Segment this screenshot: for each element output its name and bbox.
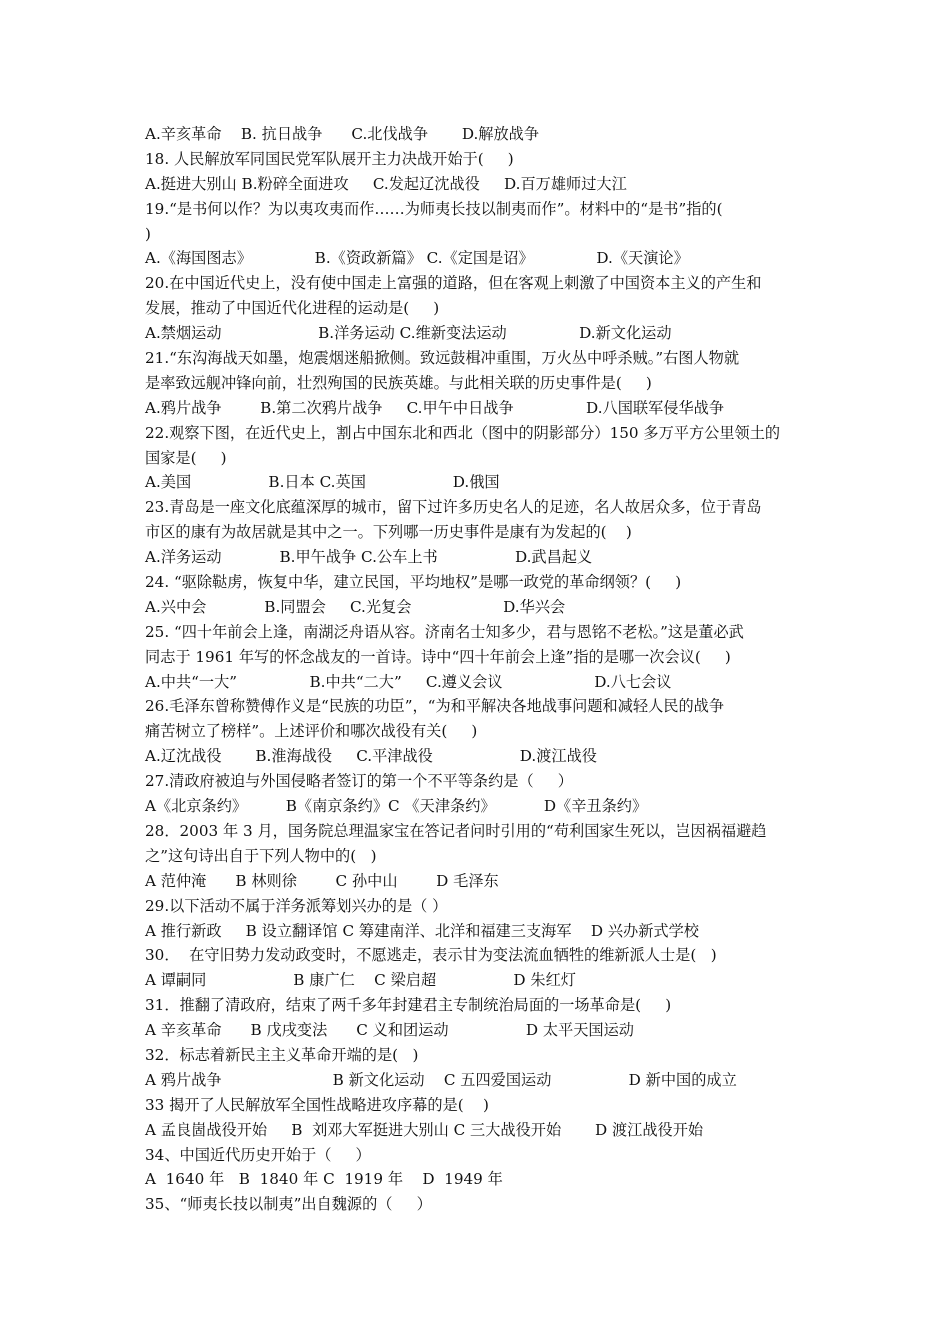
question-28-line-2: 之”这句诗出自于下列人物中的( ) xyxy=(145,846,377,865)
question-34: 34、中国近代历史开始于（ ） xyxy=(145,1145,371,1164)
answer-options-33: A 孟良崮战役开始 B 刘邓大军挺进大别山 C 三大战役开始 D 渡江战役开始 xyxy=(145,1120,704,1139)
answer-options-20: A.禁烟运动 B.洋务运动 C.维新变法运动 D.新文化运动 xyxy=(145,324,672,343)
answer-options-21: A.鸦片战争 B.第二次鸦片战争 C.甲午中日战争 D.八国联军侵华战争 xyxy=(145,398,725,417)
question-23-line-1: 23.青岛是一座文化底蕴深厚的城市，留下过许多历史名人的足迹，名人故居众多，位于青岛 xyxy=(145,498,762,517)
answer-options-18: A.挺进大别山 B.粉碎全面进攻 C.发起辽沈战役 D.百万雄师过大江 xyxy=(145,174,627,193)
answer-options-30: A 谭嗣同 B 康广仁 C 梁启超 D 朱红灯 xyxy=(145,971,576,990)
exam-page xyxy=(145,122,810,1217)
question-24: 24. “驱除鞑虏，恢复中华，建立民国，平均地权”是哪一政党的革命纲领？( ) xyxy=(145,573,682,592)
question-22-line-2: 国家是( ) xyxy=(145,448,227,467)
question-19-line-2: ) xyxy=(145,224,151,243)
answer-options-29: A 推行新政 B 设立翻译馆 C 筹建南洋、北洋和福建三支海军 D 兴办新式学校 xyxy=(145,921,699,940)
answer-options-17: A.辛亥革命 B. 抗日战争 C.北伐战争 D.解放战争 xyxy=(145,125,540,143)
answer-options-23: A.洋务运动 B.甲午战争 C.公车上书 D.武昌起义 xyxy=(145,548,593,567)
question-19-line-1: 19.“是书何以作？为以夷攻夷而作……为师夷长技以制夷而作”。材料中的“是书”指的( xyxy=(145,199,723,218)
answer-options-27: A《北京条约》 B《南京条约》C 《天津条约》 D《辛丑条约》 xyxy=(145,797,648,816)
question-26-line-1: 26.毛泽东曾称赞傅作义是“民族的功臣”，“为和平解决各地战事问题和减轻人民的战争 xyxy=(145,697,725,716)
answer-options-31: A 辛亥革命 B 戊戌变法 C 义和团运动 D 太平天国运动 xyxy=(145,1021,634,1040)
answer-options-32: A 鸦片战争 B 新文化运动 C 五四爱国运动 D 新中国的成立 xyxy=(145,1070,737,1089)
question-27: 27.清政府被迫与外国侵略者签订的第一个不平等条约是（ ） xyxy=(145,772,573,791)
question-21-line-2: 是率致远舰冲锋向前，壮烈殉国的民族英雄。与此相关联的历史事件是( ) xyxy=(145,373,652,392)
question-32: 32．标志着新民主主义革命开端的是( ) xyxy=(145,1045,419,1064)
question-35: 35、“师夷长技以制夷”出自魏源的（ ） xyxy=(145,1195,432,1214)
question-29: 29.以下活动不属于洋务派筹划兴办的是（ ） xyxy=(145,896,448,915)
question-18: 18. 人民解放军同国民党军队展开主力决战开始于( ) xyxy=(145,149,514,168)
answer-options-24: A.兴中会 B.同盟会 C.光复会 D.华兴会 xyxy=(145,597,566,616)
question-25-line-2: 同志于 1961 年写的怀念战友的一首诗。诗中“四十年前会上逢”指的是哪一次会议( ) xyxy=(145,647,731,666)
answer-options-25: A.中共“一大” B.中共“二大” C.遵义会议 D.八七会议 xyxy=(145,672,672,691)
question-21-line-1: 21.“东沟海战天如墨，炮震烟迷船掀侧。致远鼓楫冲重围，万火丛中呼杀贼。”右图人物就 xyxy=(145,349,740,368)
question-31: 31．推翻了清政府，结束了两千多年封建君主专制统治局面的一场革命是( ) xyxy=(145,996,672,1015)
answer-options-34: A 1640 年 B 1840 年 C 1919 年 D 1949 年 xyxy=(145,1170,503,1189)
answer-options-19: A.《海国图志》 B.《资政新篇》 C.《定国是诏》 D.《天演论》 xyxy=(145,249,689,268)
question-26-line-2: 痛苦树立了榜样”。上述评价和哪次战役有关( ) xyxy=(145,722,478,741)
question-22-line-1: 22.观察下图，在近代史上，割占中国东北和西北（图中的阴影部分）150 多万平方公里领土的 xyxy=(145,423,781,442)
answer-options-26: A.辽沈战役 B.淮海战役 C.平津战役 D.渡江战役 xyxy=(145,747,597,766)
question-20-line-2: 发展，推动了中国近代化进程的运动是( ) xyxy=(145,299,440,318)
question-30: 30． 在守旧势力发动政变时，不愿逃走，表示甘为变法流血牺牲的维新派人士是( ) xyxy=(145,946,717,965)
question-23-line-2: 市区的康有为故居就是其中之一。下列哪一历史事件是康有为发起的( ) xyxy=(145,523,632,542)
question-25-line-1: 25. “四十年前会上逢，南湖泛舟语从容。济南名士知多少，君与恩铭不老松。”这是董必武 xyxy=(145,622,744,641)
question-33: 33 揭开了人民解放军全国性战略进攻序幕的是( ) xyxy=(145,1095,489,1114)
question-28-line-1: 28．2003 年 3 月，国务院总理温家宝在答记者问时引用的“苟利国家生死以，岂因祸福避趋 xyxy=(145,821,767,840)
answer-options-22: A.美国 B.日本 C.英国 D.俄国 xyxy=(145,473,500,492)
answer-options-28: A 范仲淹 B 林则徐 C 孙中山 D 毛泽东 xyxy=(145,871,499,890)
question-20-line-1: 20.在中国近代史上，没有使中国走上富强的道路，但在客观上刺激了中国资本主义的产生和 xyxy=(145,274,762,293)
